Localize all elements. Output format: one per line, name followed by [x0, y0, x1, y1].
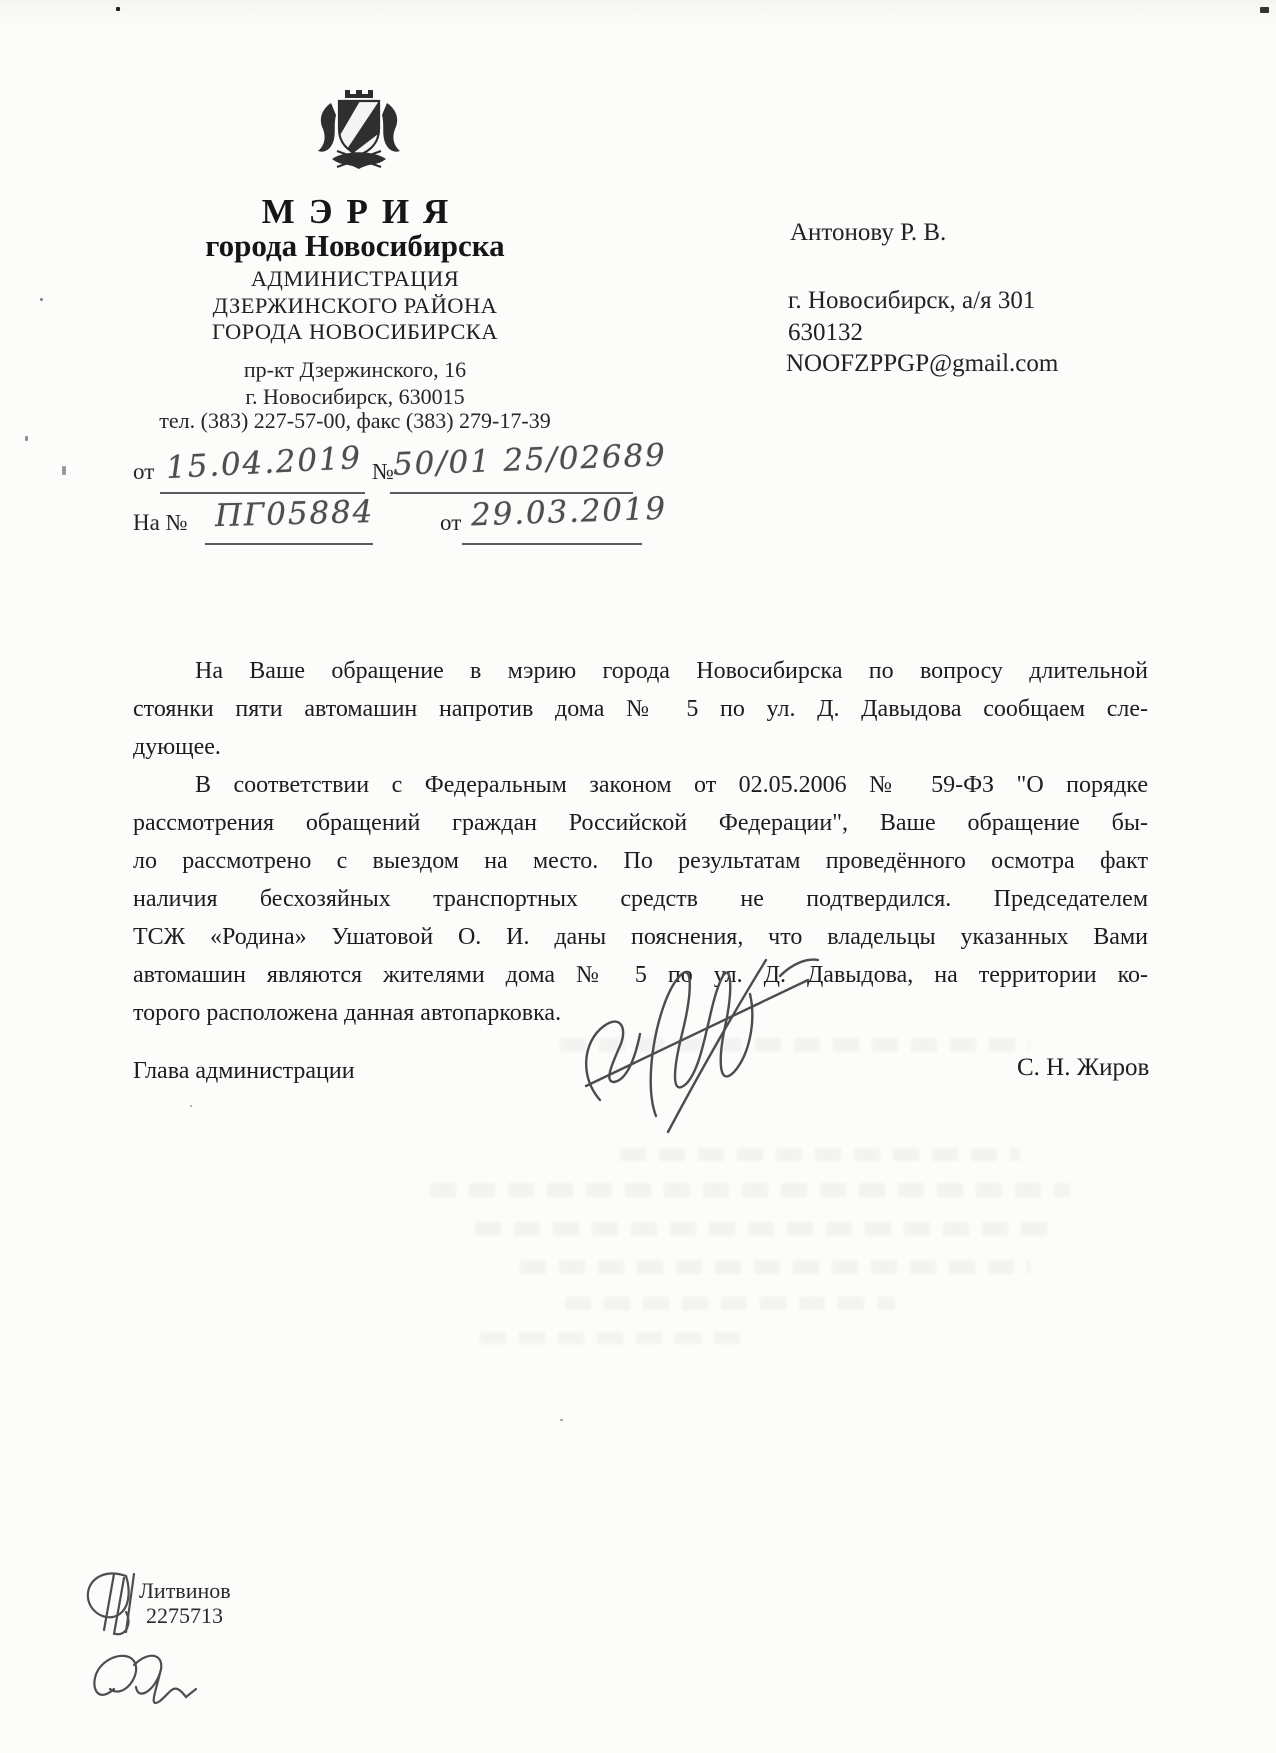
signer-name: С. Н. Жиров	[1017, 1054, 1150, 1081]
body-line: наличия бесхозяйных транспортных средств не подтвердился. Председателем	[133, 886, 1148, 912]
outgoing-date-underline	[160, 492, 365, 494]
body-line: автомашин являются жителями дома № 5 по ул. Д. Давыдова, на территории ко-	[133, 962, 1148, 988]
executor-phone: 2275713	[146, 1603, 223, 1628]
body-line: В соответствии с Федеральным законом от 02.05.2006 № 59-ФЗ "О порядке	[195, 772, 1148, 798]
recipient-address: г. Новосибирск, а/я 301	[788, 287, 1036, 314]
org-sub-line2: ДЗЕРЖИНСКОГО РАЙОНА	[212, 293, 498, 318]
scan-speck	[116, 7, 120, 11]
incoming-date-handwritten: 29.03.2019	[470, 490, 668, 534]
outgoing-number-label: №	[372, 459, 394, 484]
scan-speck	[1260, 7, 1269, 13]
org-contacts-line: тел. (383) 227-57-00, факс (383) 279-17-39	[159, 408, 551, 433]
incoming-date-label: от	[440, 510, 462, 535]
novosibirsk-coat-of-arms-icon	[315, 85, 403, 180]
bleed-through-text	[520, 1260, 1030, 1274]
bleed-through-text	[430, 1183, 1070, 1197]
recipient-postal-code: 630132	[788, 319, 863, 346]
body-line: дующее.	[133, 734, 221, 760]
org-sub-line1: АДМИНИСТРАЦИЯ	[250, 266, 460, 291]
body-line: На Ваше обращение в мэрию города Новосибирска по вопросу длительной	[195, 658, 1148, 684]
bleed-through-text	[480, 1332, 740, 1344]
scan-speck	[560, 1419, 563, 1421]
signer-position-title: Глава администрации	[133, 1058, 355, 1084]
executor-name: Литвинов	[139, 1578, 231, 1603]
outgoing-number-handwritten: 50/01 25/02689	[392, 437, 668, 483]
recipient-email: NOOFZPPGP@gmail.com	[786, 350, 1059, 377]
org-address-line1: пр-кт Дзержинского, 16	[243, 357, 467, 382]
org-name-line2: города Новосибирска	[205, 228, 505, 263]
org-name-line1: МЭРИЯ	[261, 192, 463, 231]
incoming-number-label: На №	[133, 510, 188, 535]
body-line: ТСЖ «Родина» Ушатовой О. И. даны пояснения, что владельцы указанных Вами	[133, 924, 1148, 950]
org-sub-line3: ГОРОДА НОВОСИБИРСКА	[212, 319, 498, 344]
scan-speck	[25, 436, 28, 441]
scan-speck	[40, 298, 43, 301]
recipient-name: Антонову Р. В.	[790, 219, 947, 246]
bleed-through-text	[565, 1297, 895, 1310]
secondary-signature-handwritten	[86, 1645, 206, 1725]
incoming-date-underline	[462, 543, 642, 545]
body-line: рассмотрения обращений граждан Российской Федерации", Ваше обращение бы-	[133, 810, 1148, 836]
outgoing-date-handwritten: 15.04.2019	[165, 439, 363, 487]
incoming-number-underline	[205, 543, 373, 545]
body-line: ло рассмотрено с выездом на место. По результатам проведённого осмотра факт	[133, 848, 1148, 874]
org-address-line2: г. Новосибирск, 630015	[245, 384, 465, 409]
scan-speck	[62, 466, 66, 475]
outgoing-date-label: от	[133, 459, 155, 484]
bleed-through-text	[475, 1222, 1055, 1236]
body-line: стоянки пяти автомашин напротив дома № 5 по ул. Д. Давыдова сообщаем сле-	[133, 696, 1148, 722]
scan-speck	[190, 1105, 192, 1107]
body-line: торого расположена данная автопарковка.	[133, 1000, 562, 1026]
incoming-number-handwritten: ПГ05884	[214, 493, 375, 535]
bleed-through-text	[620, 1148, 1020, 1161]
bleed-through-text	[560, 1038, 1030, 1052]
